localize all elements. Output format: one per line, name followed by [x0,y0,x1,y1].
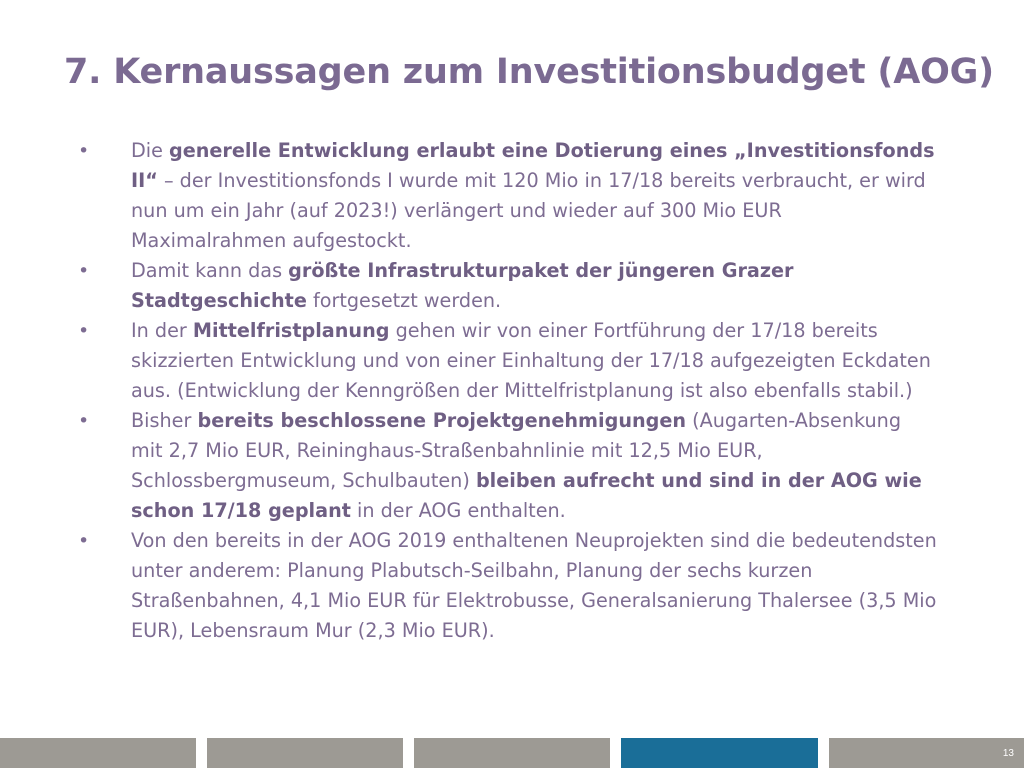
slide-title: 7. Kernaussagen zum Investitionsbudget (AOG) [64,52,994,92]
footer-bar [0,738,1024,768]
bullet-text-run: in der AOG enthalten. [350,499,566,522]
bullet-text-run: fortgesetzt werden. [306,289,502,312]
bullet-text [131,529,937,642]
footer-segment [0,738,196,768]
bullet-text-emphasis: größte Infrastrukturpaket der jüngeren Grazer Stadtgeschichte [131,259,794,312]
bullet-text-run: Bisher [131,409,198,432]
bullet-list [78,136,938,646]
bullet-text-run: Die [131,139,170,162]
bullet-text-run: Von den bereits in der AOG 2019 enthaltenen Neuprojekten sind die bedeutendsten unter anderem: Planung Plabutsch-Seilbahn, Planung der sechs kurzen Straßenbahnen, 4,1 Mio EUR für Elektrobusse, Generalsanierung Thalersee (3,5 Mio EUR), Lebensraum Mur (2,3 Mio EUR). [131,529,937,642]
bullet-text-run: Damit kann das [131,259,289,282]
bullet-item [78,256,938,316]
bullet-marker: • [78,140,90,162]
bullet-item [78,136,938,256]
bullet-text-run: – der Investitionsfonds I wurde mit 120 Mio in 17/18 bereits verbraucht, er wird nun um ein Jahr (auf 2023!) verlängert und wieder auf 300 Mio EUR Maximalrahmen aufgestockt. [131,169,926,252]
footer-segment [414,738,610,768]
bullet-marker: • [78,530,90,552]
footer-segment [829,738,1024,768]
bullet-text-run: In der [131,319,193,342]
bullet-text-run: (Augarten-Absenkung mit 2,7 Mio EUR, Reininghaus-Straßenbahnlinie mit 12,5 Mio EUR, Schlossbergmuseum, Schulbauten) [131,409,902,492]
bullet-text [131,259,794,312]
bullet-text [131,139,935,252]
bullet-text-emphasis: generelle Entwicklung erlaubt eine Dotierung eines „Investitionsfonds II“ [131,139,935,192]
bullet-marker: • [78,410,90,432]
bullet-item [78,316,938,406]
bullet-item [78,406,938,526]
footer-segment-accent [621,738,818,768]
bullet-text-run: gehen wir von einer Fortführung der 17/18 bereits skizzierten Entwicklung und von einer Einhaltung der 17/18 aufgezeigten Eckdaten aus. (Entwicklung der Kenngrößen der Mittelfristplanung ist also ebenfalls stabil.) [131,319,931,402]
bullet-text-emphasis: Mittelfristplanung [192,319,390,342]
page-number: 13 [1002,748,1014,759]
bullet-text [131,319,931,402]
footer-segment [207,738,403,768]
bullet-item [78,526,938,646]
bullet-text [131,409,922,522]
bullet-text-emphasis: bereits beschlossene Projektgenehmigungen [197,409,687,432]
bullet-text-emphasis: bleiben aufrecht und sind in der AOG wie schon 17/18 geplant [131,469,922,522]
bullet-marker: • [78,260,90,282]
bullet-marker: • [78,320,90,342]
